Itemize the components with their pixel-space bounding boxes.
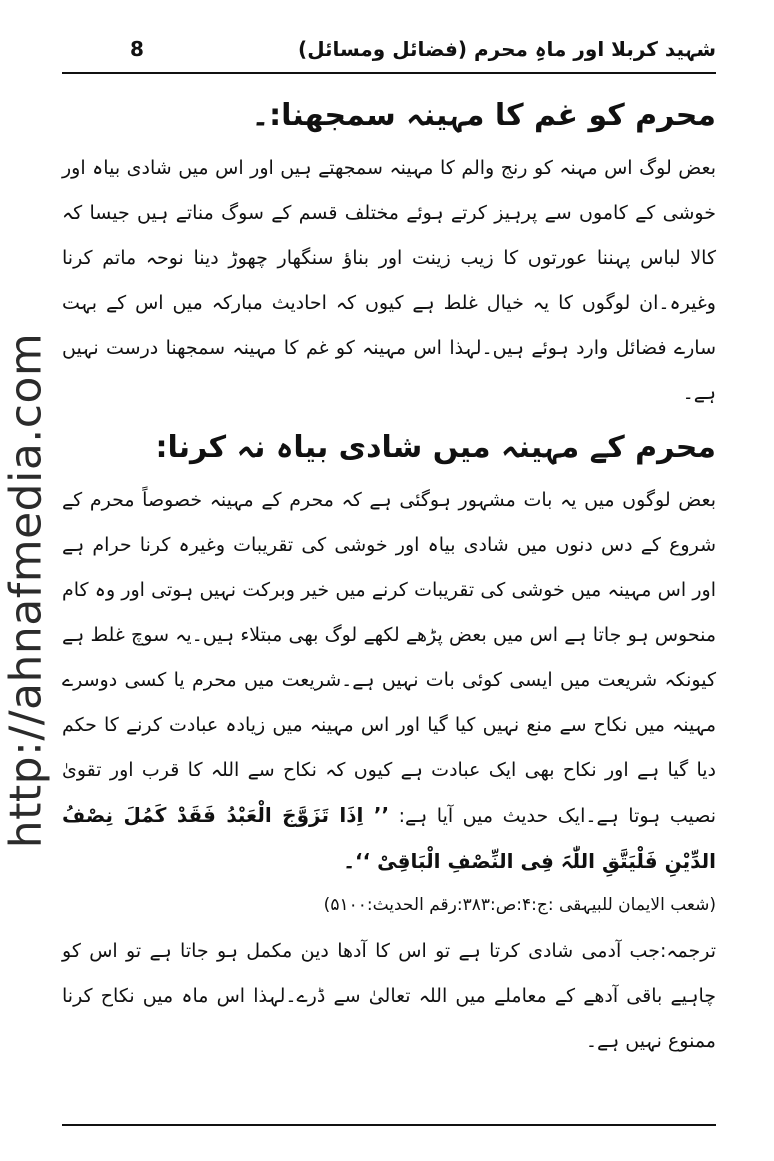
hadith-quote: ’’ اِذَا تَزَوَّجَ الْعَبْدُ فَقَدْ کَمُلَ نِصْفُ الدِّیْنِ فَلْیَتَّقِ اللّٰہَ فِی النِّصْفِ الْبَاقِیْ ‘‘۔ bbox=[62, 803, 716, 873]
section-heading: محرم کے مہینہ میں شادی بیاہ نہ کرنا: bbox=[155, 430, 716, 465]
watermark bbox=[2, 290, 50, 890]
page-body bbox=[62, 84, 716, 1064]
section-heading: محرم کو غم کا مہینہ سمجھنا:۔ bbox=[251, 98, 716, 133]
running-title: شہید کربلا اور ماہِ محرم (فضائل ومسائل) bbox=[298, 37, 716, 61]
page-header bbox=[62, 28, 716, 70]
hadith-citation: (شعب الایمان للبیہقی :ج:۴:ص:۳۸۳:رقم الحدیث:۵۱۰۰) bbox=[323, 895, 716, 915]
watermark-text: http://ahnafmedia.com bbox=[0, 332, 52, 848]
section-paragraph bbox=[62, 478, 716, 885]
hadith-translation: ترجمہ:جب آدمی شادی کرتا ہے تو اس کا آدھا دین مکمل ہو جاتا ہے تو اس کو چاہیے باقی آدھے کے معاملے میں اللہ تعالیٰ سے ڈرے۔لہذا اس ماہ میں نکاح کرنا ممنوع نہیں ہے۔ bbox=[62, 940, 716, 1052]
header-divider bbox=[62, 72, 716, 74]
footer-divider bbox=[62, 1124, 716, 1126]
page-number: 8 bbox=[130, 37, 144, 61]
section-paragraph: بعض لوگ اس مہنہ کو رنج والم کا مہینہ سمجھتے ہیں اور اس میں شادی بیاہ اور خوشی کے کاموں سے پرہیز کرتے ہوئے مختلف قسم کے سوگ مناتے ہیں جیسا کہ کالا لباس پہننا عورتوں کا زیب زینت اور بناؤ سنگھار چھوڑ دینا نوحہ ماتم کرنا وغیرہ۔ان لوگوں کا یہ خیال غلط ہے کیوں کہ احادیث مبارکہ میں اس کے بہت سارے فضائل وارد ہوئے ہیں۔لہذا اس مہینہ کو غم کا مہینہ سمجھنا درست نہیں ہے۔ bbox=[62, 157, 716, 404]
paragraph-text: بعض لوگوں میں یہ بات مشہور ہوگئی ہے کہ محرم کے مہینہ خصوصاً محرم کے شروع کے دس دنوں میں شادی بیاہ اور خوشی کی تقریبات وغیرہ کرنا حرام ہے اور اس مہینہ میں خوشی کی تقریبات کرنے میں خیر وبرکت نہیں ہوتی اور وہ کام منحوس ہو جاتا ہے اس میں بعض پڑھے لکھے لوگ بھی مبتلاء ہیں۔یہ سوچ غلط ہے کیونکہ شریعت میں ایسی کوئی بات نہیں ہے۔شریعت میں محرم یا کسی دوسرے مہینہ میں نکاح سے منع نہیں کیا گیا اور اس مہینہ میں زیادہ عبادت کرنے کا حکم دیا گیا ہے اور نکاح بھی ایک عبادت ہے کیوں کہ نکاح سے اللہ کا قرب اور تقویٰ نصیب ہوتا ہے۔ایک حدیث میں آیا ہے: bbox=[62, 489, 716, 827]
section-mourning bbox=[62, 94, 716, 416]
section-marriage bbox=[62, 426, 716, 1064]
